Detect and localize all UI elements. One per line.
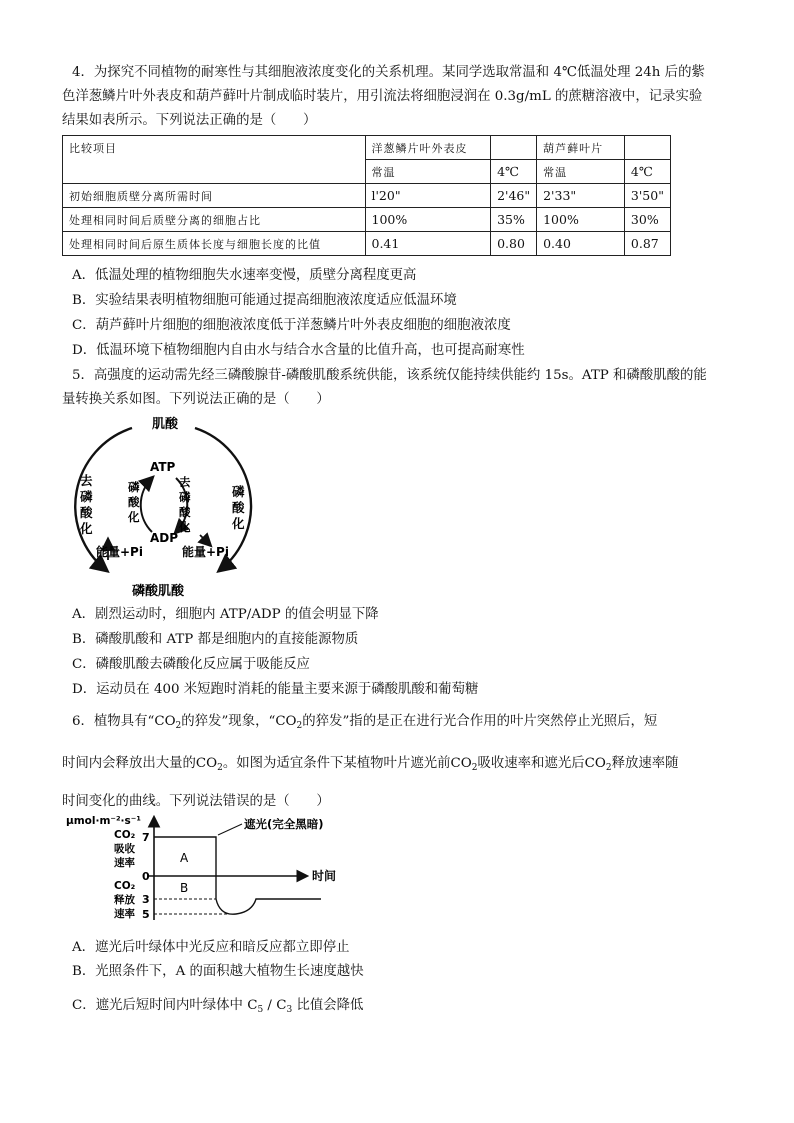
svg-text:酸: 酸 xyxy=(128,495,140,509)
cell: 0.80 xyxy=(491,232,537,256)
inner-arc-left xyxy=(141,478,152,532)
q6-option-c: C．遮光后短时间内叶绿体中 $C_5 / C_3$ 比值会降低 xyxy=(72,998,364,1015)
row-label: 处理相同时间后质壁分离的细胞占比 xyxy=(63,208,366,232)
svg-text:化: 化 xyxy=(232,516,245,531)
label-inner-left xyxy=(127,480,140,524)
table-row xyxy=(63,184,671,208)
label-inner-right xyxy=(178,475,191,534)
q4-option-a: A．低温处理的植物细胞失水速率变慢，质壁分离程度更高 xyxy=(72,268,417,283)
q6-stem-line1: 6．植物具有“$CO_2$的猝发”现象，“$CO_2$的猝发”指的是正在进行光合作用的叶片突然停止光照后，短 xyxy=(72,714,658,731)
label-creatine: 肌酸 xyxy=(152,417,179,432)
svg-text:化: 化 xyxy=(128,510,140,524)
header-moss: 葫芦藓叶片 xyxy=(537,136,625,160)
label-atp: ATP xyxy=(150,460,176,474)
table-row xyxy=(63,232,671,256)
svg-text:CO₂: CO₂ xyxy=(114,880,136,892)
svg-text:去: 去 xyxy=(80,473,93,488)
subheader-moss-normal: 常温 xyxy=(537,160,625,184)
tick-5: 5 xyxy=(142,908,150,921)
q5-energy-diagram xyxy=(70,410,260,600)
q4-stem-line3: 结果如表所示。下列说法正确的是（ ） xyxy=(62,113,317,128)
svg-text:吸收: 吸收 xyxy=(114,843,135,855)
svg-text:速率: 速率 xyxy=(114,908,135,920)
svg-text:去: 去 xyxy=(179,475,191,489)
tick-0: 0 xyxy=(142,870,150,883)
y-lower-label xyxy=(114,880,136,920)
svg-text:释放: 释放 xyxy=(114,894,135,906)
label-left-outer xyxy=(79,473,93,536)
energy-arrow-right xyxy=(200,535,210,545)
subheader-onion-cold: 4℃ xyxy=(491,160,537,184)
cell: 2'33" xyxy=(537,184,625,208)
cell: 3'50" xyxy=(624,184,670,208)
q5-stem-line1: 5．高强度的运动需先经三磷酸腺苷-磷酸肌酸系统供能，该系统仅能持续供能约 15s。ATP 和磷酸肌酸的能 xyxy=(72,368,707,383)
x-axis-label: 时间 xyxy=(312,869,337,883)
label-adp: ADP xyxy=(150,531,179,545)
svg-text:速率: 速率 xyxy=(114,857,135,869)
cell: 2'46" xyxy=(491,184,537,208)
svg-text:磷: 磷 xyxy=(128,480,140,494)
cell: 0.40 xyxy=(537,232,625,256)
annotation-label: 遮光(完全黑暗) xyxy=(244,817,324,831)
subheader-onion-normal: 常温 xyxy=(365,160,491,184)
q6-option-a: A．遮光后叶绿体中光反应和暗反应都立即停止 xyxy=(72,940,350,955)
svg-text:化: 化 xyxy=(80,521,93,536)
q5-option-d: D．运动员在 400 米短跑时消耗的能量主要来源于磷酸肌酸和葡萄糖 xyxy=(72,682,479,697)
svg-text:磷: 磷 xyxy=(80,489,93,504)
q5-option-a: A．剧烈运动时，细胞内 ATP/ADP 的值会明显下降 xyxy=(72,607,379,622)
q4-stem-line1: 4．为探究不同植物的耐寒性与其细胞液浓度变化的关系机理。某同学选取常温和 4℃低温处理 24h 后的紫 xyxy=(72,65,705,80)
annotation-pointer xyxy=(218,824,242,835)
cell: 35% xyxy=(491,208,537,232)
label-phosphocreatine: 磷酸肌酸 xyxy=(132,584,185,599)
q5-option-b: B．磷酸肌酸和 ATP 都是细胞内的直接能源物质 xyxy=(72,632,359,647)
q6-co2-graph xyxy=(66,812,396,930)
svg-text:磷: 磷 xyxy=(179,490,191,504)
svg-text:酸: 酸 xyxy=(232,500,245,515)
q4-stem-line2: 色洋葱鳞片叶外表皮和葫芦藓叶片制成临时装片，用引流法将细胞浸润在 0.3g/mL 的蔗糖溶液中，记录实验 xyxy=(62,89,703,104)
table-row xyxy=(63,136,671,160)
q6-stem-line2: 时间内会释放出大量的$CO_2$。如图为适宜条件下某植物叶片遮光前$CO_2$吸收速率和遮光后$CO_2$释放速率随 xyxy=(62,756,679,773)
tick-7: 7 xyxy=(142,831,150,844)
cell: l'20" xyxy=(365,184,491,208)
q4-option-b: B．实验结果表明植物细胞可能通过提高细胞液浓度适应低温环境 xyxy=(72,293,457,308)
label-energy-right: 能量+Pi xyxy=(182,545,229,559)
header-item: 比较项目 xyxy=(63,136,366,184)
header-onion: 洋葱鳞片叶外表皮 xyxy=(365,136,491,160)
y-upper-label xyxy=(114,829,136,869)
svg-text:化: 化 xyxy=(179,520,191,534)
region-b-label: B xyxy=(180,881,189,895)
row-label: 处理相同时间后原生质体长度与细胞长度的比值 xyxy=(63,232,366,256)
row-label: 初始细胞质壁分离所需时间 xyxy=(63,184,366,208)
q4-option-c: C．葫芦藓叶片细胞的细胞液浓度低于洋葱鳞片叶外表皮细胞的细胞液浓度 xyxy=(72,318,511,333)
cell: 0.41 xyxy=(365,232,491,256)
q4-data-table xyxy=(62,135,671,256)
subheader-moss-cold: 4℃ xyxy=(624,160,670,184)
table-row xyxy=(63,208,671,232)
cell: 100% xyxy=(365,208,491,232)
tick-3: 3 xyxy=(142,893,150,906)
unit-label: μmol·m⁻²·s⁻¹ xyxy=(66,815,141,827)
cell: 100% xyxy=(537,208,625,232)
label-energy-left: 能量+Pi xyxy=(96,545,143,559)
label-right-outer xyxy=(231,484,245,531)
svg-text:酸: 酸 xyxy=(179,505,191,519)
q4-option-d: D．低温环境下植物细胞内自由水与结合水含量的比值升高，也可提高耐寒性 xyxy=(72,343,525,358)
svg-text:酸: 酸 xyxy=(80,505,93,520)
q6-stem-line3: 时间变化的曲线。下列说法错误的是（ ） xyxy=(62,794,330,809)
q5-option-c: C．磷酸肌酸去磷酸化反应属于吸能反应 xyxy=(72,657,310,672)
svg-text:磷: 磷 xyxy=(232,484,245,499)
region-a-label: A xyxy=(180,851,189,865)
svg-text:CO₂: CO₂ xyxy=(114,829,136,841)
cell: 0.87 xyxy=(624,232,670,256)
q5-stem-line2: 量转换关系如图。下列说法正确的是（ ） xyxy=(62,392,330,407)
q6-option-b: B．光照条件下，A 的面积越大植物生长速度越快 xyxy=(72,964,364,979)
cell: 30% xyxy=(624,208,670,232)
